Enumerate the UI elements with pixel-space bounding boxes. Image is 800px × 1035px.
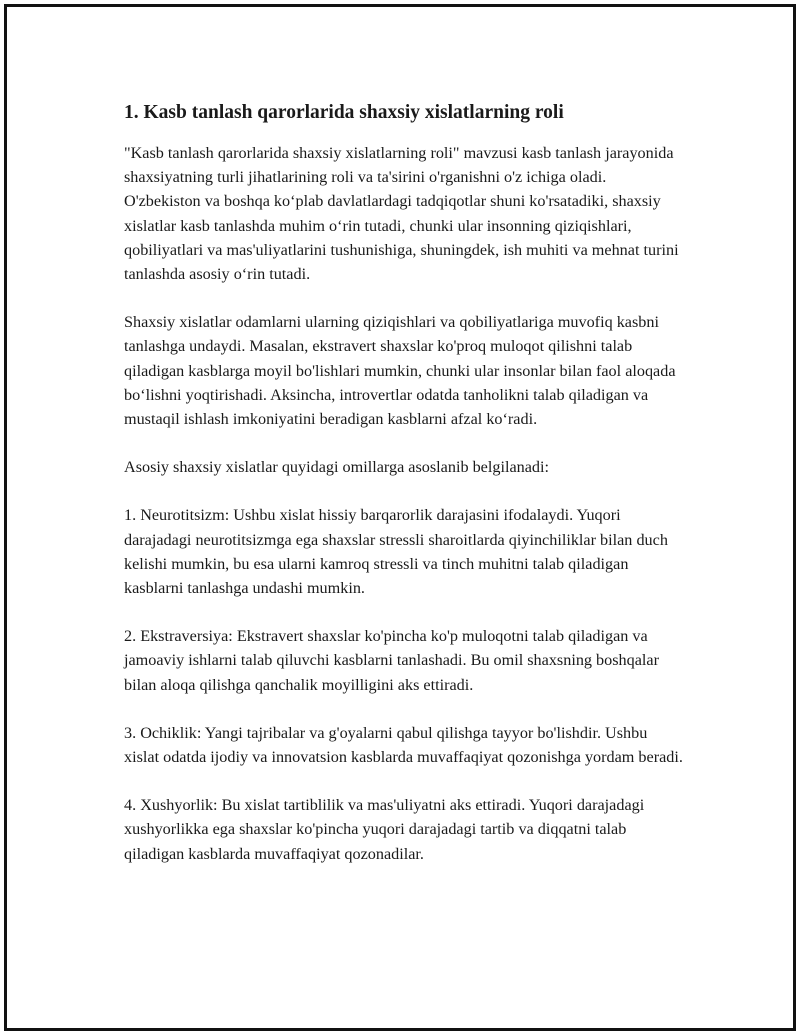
document-body (124, 101, 684, 890)
page-frame (4, 4, 796, 1031)
list-item-openness: 3. Ochiklik: Yangi tajribalar va g'oyalarni qabul qilishga tayyor bo'lishdir. Ushbu xislat odatda ijodiy va innovatsion kasblarda muvaffaqiyat qozonishga yordam beradi. (124, 723, 683, 767)
traits-paragraph: Shaxsiy xislatlar odamlarni ularning qiziqishlari va qobiliyatlariga muvofiq kasbni tanlashga undaydi. Masalan, ekstravert shaxslar ko'proq muloqot qilishni talab qiladigan kasblarga moyil bo'lishlari mumkin, chunki ular insonlar bilan faol aloqada bo‘lishni yoqtirishadi. Aksincha, introvertlar odatda tanholikni talab qiladigan va mustaqil ishlash imkoniyatini beradigan kasblarni afzal ko‘radi. (124, 313, 676, 429)
list-item-neuroticism: 1. Neurotitsizm: Ushbu xislat hissiy barqarorlik darajasini ifodalaydi. Yuqori darajadagi neurotitsizmga ega shaxslar stressli sharoitlarda qiyinchiliklar bilan duch kelishi mumkin, bu esa ularni kamroq stressli va tinch muhitni talab qiladigan kasblarni tanlashga undashi mumkin. (124, 506, 668, 598)
intro-paragraph: "Kasb tanlash qarorlarida shaxsiy xislatlarning roli" mavzusi kasb tanlash jarayonida shaxsiyatning turli jihatlarining roli va ta'sirini o'rganishni o'z ichiga oladi. O'zbekiston va boshqa ko‘plab davlatlardagi tadqiqotlar shuni ko'rsatadiki, shaxsiy xislatlar kasb tanlashda muhim o‘rin tutadi, chunki ular insonning qiziqishlari, qobiliyatlari va mas'uliyatlarini tushunishiga, shuningdek, ish muhiti va mehnat turini tanlashda asosiy o‘rin tutadi. (124, 144, 679, 284)
factors-intro-paragraph: Asosiy shaxsiy xislatlar quyidagi omillarga asoslanib belgilanadi: (124, 458, 550, 477)
list-item-extraversion: 2. Ekstraversiya: Ekstravert shaxslar ko'pincha ko'p muloqotni talab qiladigan va jamoaviy ishlarni talab qiluvchi kasblarni tanlashadi. Bu omil shaxsning boshqalar bilan aloqa qilishga qanchalik moyilligini aks ettiradi. (124, 627, 659, 694)
page-title: 1. Kasb tanlash qarorlarida shaxsiy xislatlarning roli (124, 102, 564, 123)
list-item-conscientiousness: 4. Xushyorlik: Bu xislat tartiblilik va mas'uliyatni aks ettiradi. Yuqori darajadagi xushyorlikka ega shaxslar ko'pincha yuqori darajadagi tartib va diqqatni talab qiladigan kasblarda muvaffaqiyat qozonadilar. (124, 796, 645, 863)
